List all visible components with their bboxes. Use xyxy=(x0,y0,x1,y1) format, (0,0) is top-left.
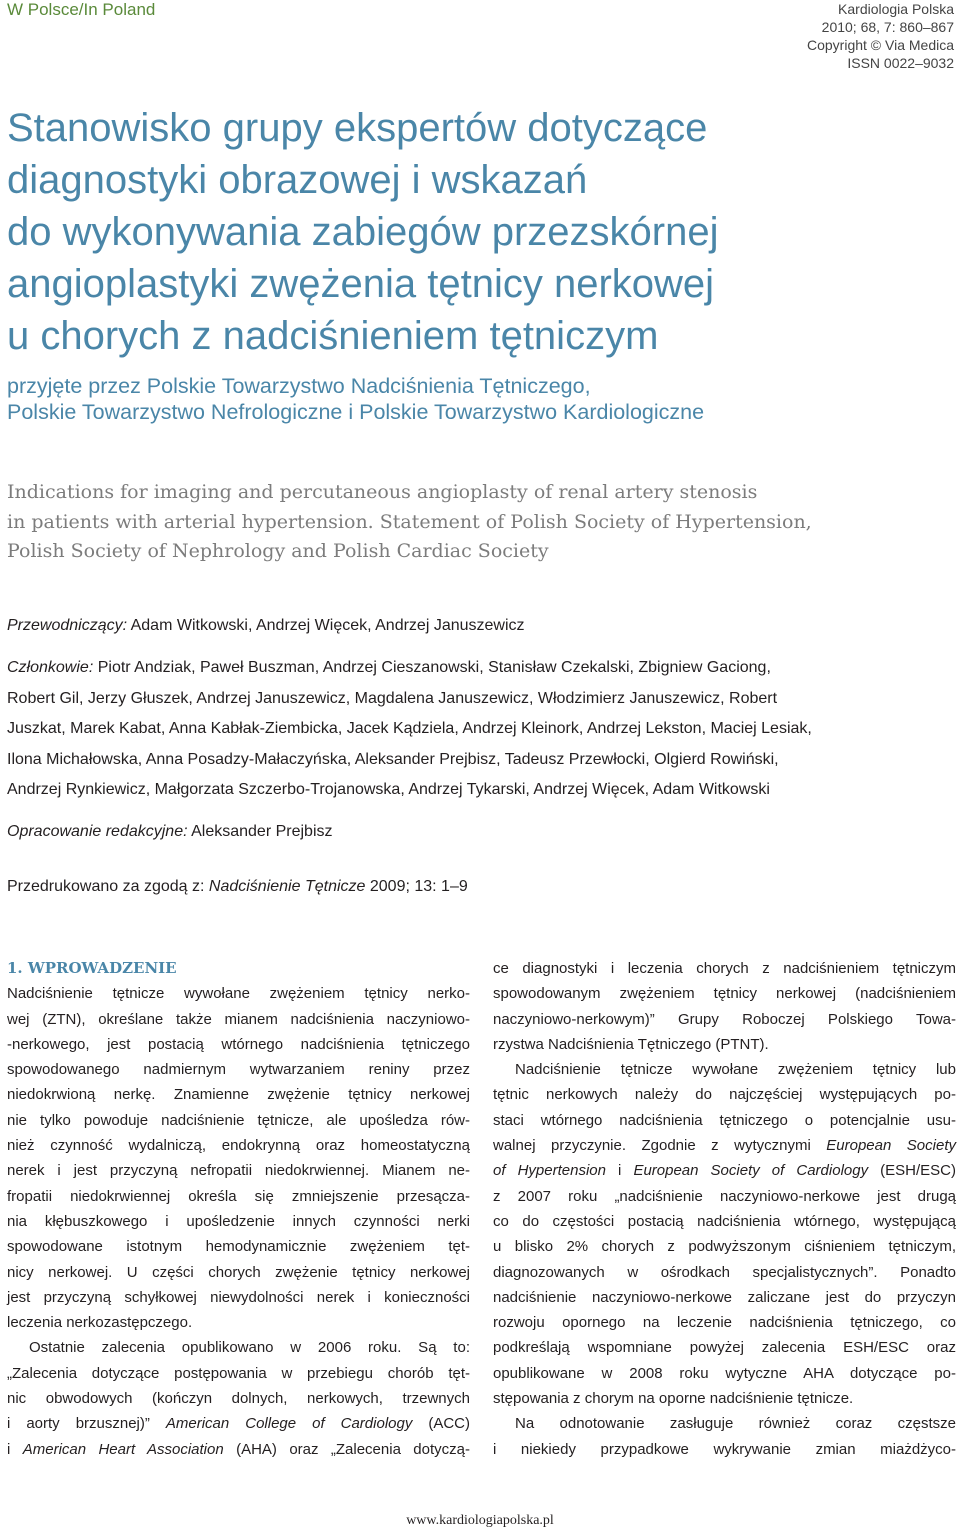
english-title-line: in patients with arterial hypertension. Statement of Polish Society of Hypertension, xyxy=(7,510,812,533)
reprint-note xyxy=(7,878,468,896)
body-line: nadciśnienie naczyniowo-nerkowe zaliczane jest do przyczyn xyxy=(493,1288,956,1306)
reprint-suffix: 2009; 13: 1–9 xyxy=(365,878,468,895)
body-line: spowodowane istotnym hemodynamicznie zwężeniem tęt- xyxy=(7,1238,470,1256)
members-label: Członkowie: xyxy=(7,659,94,676)
body-line: i aorty brzusznej)” American College of Cardiology (ACC) xyxy=(7,1415,471,1433)
body-line: diagnozowanych w ośrodkach specjalistycznych”. Ponadto xyxy=(493,1263,956,1281)
body-line: leczenia nerkozastępczego. xyxy=(7,1314,193,1332)
members-line: Juszkat, Marek Kabat, Anna Kabłak-Ziembicka, Jacek Kądziela, Andrzej Kleinork, Andrzej Lekston, Maciej Lesiak, xyxy=(7,720,812,737)
body-line: nie tylko powoduje nadciśnienie tętnicze, ale upośledza rów- xyxy=(7,1111,470,1129)
body-line: i niekiedy przypadkowe wykrywanie zmian miażdżyco- xyxy=(493,1440,956,1458)
members-line: Robert Gil, Jerzy Głuszek, Andrzej Januszewicz, Magdalena Januszewicz, Włodzimierz Januszewicz, Robert xyxy=(7,689,778,707)
body-line: wej (ZTN), określane także mianem nadciśnienia naczyniowo- xyxy=(7,1010,470,1028)
members-line: Piotr Andziak, Paweł Buszman, Andrzej Cieszanowski, Stanisław Czekalski, Zbigniew Gaciong, xyxy=(93,659,771,676)
body-line: Nadciśnienie tętnicze wywołane zwężeniem tętnicy lub xyxy=(515,1061,956,1079)
body-line: nia kłębuszkowego i upośledzenie innych czynności nerki xyxy=(7,1212,470,1230)
body-line: tętnic nerkowych należy do najczęściej występujących po- xyxy=(493,1086,956,1104)
body-line: i American Heart Association (AHA) oraz „Zalecenia dotyczą- xyxy=(7,1440,471,1458)
subtitle-line: przyjęte przez Polskie Towarzystwo Nadciśnienia Tętniczego, xyxy=(7,374,591,398)
title-line: do wykonywania zabiegów przezskórnej xyxy=(7,210,719,254)
title-line: angioplastyki zwężenia tętnicy nerkowej xyxy=(7,262,715,306)
editor xyxy=(7,817,957,848)
members xyxy=(7,653,957,806)
english-title-line: Indications for imaging and percutaneous angioplasty of renal artery stenosis xyxy=(7,481,758,503)
title-line: diagnostyki obrazowej i wskazań xyxy=(7,158,588,202)
title-line: Stanowisko grupy ekspertów dotyczące xyxy=(7,106,708,150)
body-line: Nadciśnienie tętnicze wywołane zwężeniem tętnicy nerko- xyxy=(7,985,470,1003)
english-title-line: Polish Society of Nephrology and Polish Cardiac Society xyxy=(7,540,549,562)
chairs xyxy=(7,611,957,642)
body-line: jest przyczyną schyłkowej niewydolności nerek i konieczności xyxy=(7,1288,470,1306)
body-line: nicy nerkowej. U części chorych zwężenie tętnicy nerkowej xyxy=(7,1263,470,1281)
reprint-prefix: Przedrukowano za zgodą z: xyxy=(7,878,209,895)
body-line: rozwoju opornego na leczenie nadciśnienia tętniczego, co xyxy=(493,1314,956,1332)
body-line: u blisko 2% chorych z podwyższonym ciśnieniem tętniczym, xyxy=(493,1238,956,1256)
title-line: u chorych z nadciśnieniem tętniczym xyxy=(7,314,659,358)
body-line: Na odnotowanie zasługuje również coraz częstsze xyxy=(515,1415,956,1433)
body-line: podkreślają wspomniane powyżej zalecenia ESH/ESC oraz xyxy=(493,1339,956,1357)
body-line: stępowania z chorym na oporne nadciśnienie tętnicze. xyxy=(493,1390,854,1408)
journal-issn: ISSN 0022–9032 xyxy=(847,55,954,71)
members-line: Andrzej Rynkiewicz, Małgorzata Szczerbo-Trojanowska, Andrzej Tykarski, Andrzej Więcek, Adam Witkowski xyxy=(7,781,770,798)
body-line: nerek i jest przyczyną nefropatii niedokrwiennej. Mianem ne- xyxy=(7,1162,470,1180)
body-line: z 2007 roku „nadciśnienie naczyniowo-nerkowe jest drugą xyxy=(493,1187,956,1205)
chairs-label: Przewodniczący: xyxy=(7,617,128,634)
body-line: Ostatnie zalecenia opublikowano w 2006 roku. Są to: xyxy=(29,1339,470,1357)
editor-name: Aleksander Prejbisz xyxy=(187,823,333,840)
journal-name: Kardiologia Polska xyxy=(838,1,954,17)
section-tag: W Polsce/In Poland xyxy=(7,0,156,19)
members-line: Ilona Michałowska, Anna Posadzy-Małaczyńska, Aleksander Prejbisz, Tadeusz Przewłocki, Olgierd Rowiński, xyxy=(7,750,779,768)
editor-label: Opracowanie redakcyjne: xyxy=(7,823,188,840)
body-line: spowodowanego nadmiernym wytwarzaniem reniny przez xyxy=(7,1061,470,1079)
chairs-names: Adam Witkowski, Andrzej Więcek, Andrzej Januszewicz xyxy=(127,617,525,634)
body-line: staci wtórnego nadciśnienia tętniczego o potencjalnie usu- xyxy=(493,1111,956,1129)
section-heading: 1. WPROWADZENIE xyxy=(7,959,177,977)
english-title xyxy=(7,478,957,567)
body-line: rzystwa Nadciśnienia Tętniczego (PTNT). xyxy=(493,1035,769,1053)
body-line: ce diagnostyki i leczenia chorych z nadciśnieniem tętniczym xyxy=(493,960,956,977)
body-line: niedokrwioną nerkę. Znamienne zwężenie tętnicy nerkowej xyxy=(7,1086,470,1104)
body-line: opublikowane w 2008 roku wytyczne AHA dotyczące po- xyxy=(493,1364,956,1382)
subtitle-line: Polskie Towarzystwo Nefrologiczne i Polskie Towarzystwo Kardiologiczne xyxy=(7,400,705,424)
body-line: co do częstości postacią nadciśnienia wtórnego, występującą xyxy=(493,1212,956,1230)
body-line: nież czynność wydalniczą, endokrynną oraz homeostatyczną xyxy=(7,1137,470,1155)
body-line: -nerkowego, jest postacią wtórnego nadciśnienia tętniczego xyxy=(7,1035,470,1053)
journal-info xyxy=(807,0,954,72)
left-column xyxy=(7,956,470,1462)
journal-copyright: Copyright © Via Medica xyxy=(806,37,954,53)
body-line: of Hypertension i European Society of Cardiology (ESH/ESC) xyxy=(493,1162,957,1180)
journal-volume: 2010; 68, 7: 860–867 xyxy=(821,19,954,35)
right-column xyxy=(493,956,956,1462)
article-subtitle xyxy=(7,373,957,425)
body-line: spowodowanym zwężeniem tętnicy nerkowej (nadciśnieniem xyxy=(493,985,956,1003)
body-line: „Zalecenia dotyczące postępowania w przebiegu chorób tęt- xyxy=(7,1364,470,1382)
footer-url[interactable]: www.kardiologiapolska.pl xyxy=(406,1513,554,1528)
body-line: nic obwodowych (kończyn dolnych, nerkowych, trzewnych xyxy=(7,1390,470,1408)
body-line: walnej przyczynie. Zgodnie z wytycznymi European Society xyxy=(493,1137,956,1155)
article-title xyxy=(7,102,957,362)
body-line: fropatii niedokrwiennej określa się zmniejszenie przesącza- xyxy=(7,1187,470,1205)
reprint-source: Nadciśnienie Tętnicze xyxy=(208,878,366,895)
body-line: naczyniowo-nerkowym)” Grupy Roboczej Polskiego Towa- xyxy=(493,1010,956,1028)
